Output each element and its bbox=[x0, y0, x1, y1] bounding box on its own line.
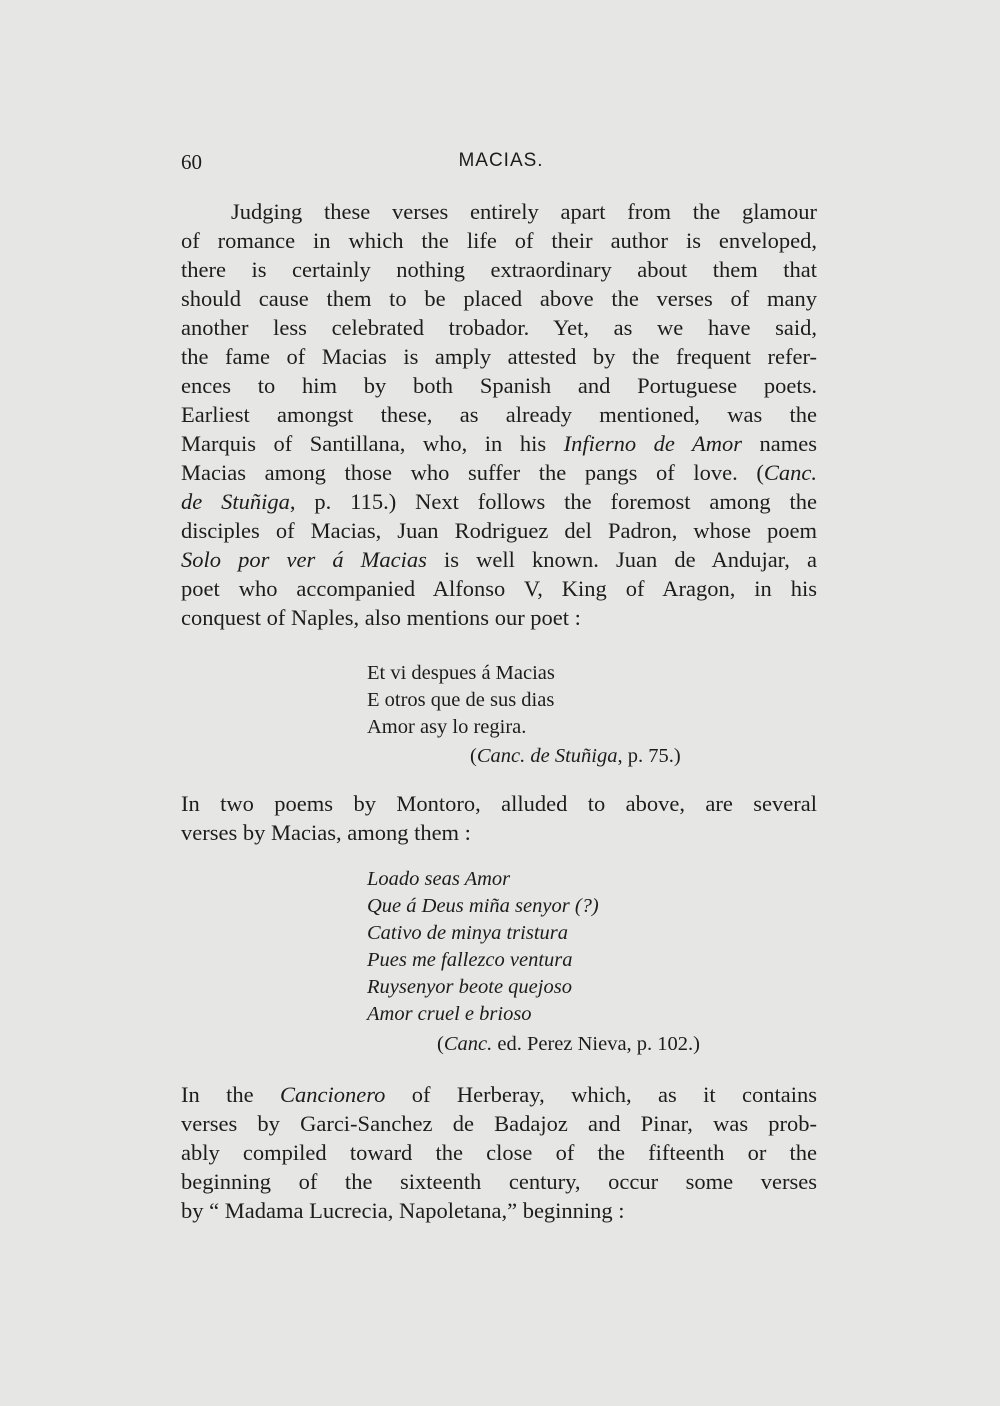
text-line: verses by Garci-Sanchez de Badajoz and Pinar, was prob- bbox=[181, 1111, 817, 1136]
page-number: 60 bbox=[181, 150, 202, 174]
verse-line: Amor asy lo regira. bbox=[367, 716, 527, 738]
running-title: MACIAS. bbox=[458, 150, 544, 171]
text-line: Earliest amongst these, as already mentioned, was the bbox=[181, 402, 817, 427]
text-line: de Stuñiga, p. 115.) Next follows the foremost among the bbox=[181, 489, 817, 514]
text-line: In two poems by Montoro, alluded to above, are several bbox=[181, 791, 817, 816]
text-line: another less celebrated trobador. Yet, as we have said, bbox=[181, 315, 817, 340]
text-line: poet who accompanied Alfonso V, King of Aragon, in his bbox=[181, 576, 817, 601]
verse-line: Que á Deus miña senyor (?) bbox=[367, 895, 599, 917]
verse-line: Cativo de minya tristura bbox=[367, 922, 569, 944]
text-line: of romance in which the life of their author is enveloped, bbox=[181, 228, 817, 253]
text-line: ably compiled toward the close of the fifteenth or the bbox=[181, 1140, 817, 1165]
text-line: disciples of Macias, Juan Rodriguez del Padron, whose poem bbox=[181, 518, 817, 543]
text-line: Marquis of Santillana, who, in his Infierno de Amor names bbox=[181, 431, 817, 456]
text-line: ences to him by both Spanish and Portuguese poets. bbox=[181, 373, 817, 398]
text-line: there is certainly nothing extraordinary about them that bbox=[181, 257, 817, 282]
verse-line: Pues me fallezco ventura bbox=[367, 949, 573, 971]
text-line: Solo por ver á Macias is well known. Juan de Andujar, a bbox=[181, 547, 817, 572]
verse-line: E otros que de sus dias bbox=[367, 689, 555, 711]
running-head bbox=[181, 150, 821, 180]
text-line: beginning of the sixteenth century, occur some verses bbox=[181, 1169, 817, 1194]
text-line: by “ Madama Lucrecia, Napoletana,” beginning : bbox=[181, 1198, 625, 1223]
text-line: In the Cancionero of Herberay, which, as it contains bbox=[181, 1082, 817, 1107]
text-line: the fame of Macias is amply attested by the frequent refer- bbox=[181, 344, 817, 369]
text-line: verses by Macias, among them : bbox=[181, 820, 471, 845]
verse-line: Ruysenyor beote quejoso bbox=[367, 976, 572, 998]
text-line: should cause them to be placed above the verses of many bbox=[181, 286, 817, 311]
text-line: Judging these verses entirely apart from the glamour bbox=[231, 199, 817, 224]
verse-line: Et vi despues á Macias bbox=[367, 662, 555, 684]
citation: (Canc. ed. Perez Nieva, p. 102.) bbox=[437, 1033, 701, 1055]
verse-line: Loado seas Amor bbox=[367, 868, 511, 890]
text-line: conquest of Naples, also mentions our poet : bbox=[181, 605, 581, 630]
text-line: Macias among those who suffer the pangs of love. (Canc. bbox=[181, 460, 817, 485]
citation: (Canc. de Stuñiga, p. 75.) bbox=[470, 745, 681, 767]
verse-line: Amor cruel e brioso bbox=[367, 1003, 532, 1025]
